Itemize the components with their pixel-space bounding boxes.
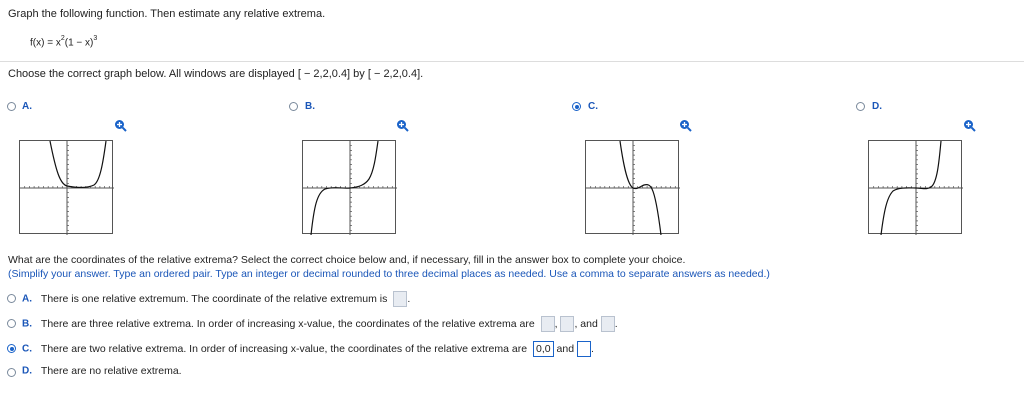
answer-c-radio[interactable] bbox=[7, 344, 16, 353]
answer-c-input-1[interactable]: 0,0 bbox=[533, 341, 554, 357]
answer-a-period: . bbox=[407, 293, 411, 305]
option-b-label: B. bbox=[305, 101, 315, 112]
answer-d-letter: D. bbox=[22, 365, 32, 377]
option-d-label: D. bbox=[872, 101, 882, 112]
option-c-radio[interactable] bbox=[572, 102, 581, 111]
answer-c-period: . bbox=[590, 343, 594, 355]
choose-graph-text: Choose the correct graph below. All windows are displayed [ − 2,2,0.4] by [ − 2,2,0.4]. bbox=[8, 68, 424, 80]
answer-b-letter: B. bbox=[22, 318, 32, 330]
answer-c-row bbox=[22, 341, 594, 357]
option-d-radio[interactable] bbox=[856, 102, 865, 111]
divider bbox=[0, 61, 1024, 62]
answer-a-row bbox=[22, 291, 410, 307]
answer-b-input-3[interactable] bbox=[601, 316, 615, 332]
answer-b-radio[interactable] bbox=[7, 319, 16, 328]
answer-format-note: (Simplify your answer. Type an ordered pair. Type an integer or decimal rounded to three decimal places as needed. Use a comma to separate answers as needed.) bbox=[8, 268, 770, 280]
graph-a[interactable] bbox=[19, 140, 113, 234]
zoom-in-icon[interactable] bbox=[396, 119, 409, 132]
graph-c[interactable] bbox=[585, 140, 679, 234]
answer-b-row bbox=[22, 316, 618, 332]
answer-d-radio[interactable] bbox=[7, 368, 16, 377]
answer-d-row bbox=[22, 365, 182, 377]
function-exponent-1: 2 bbox=[60, 35, 65, 42]
option-c-label: C. bbox=[588, 101, 598, 112]
answer-b-input-1[interactable] bbox=[541, 316, 555, 332]
zoom-in-icon[interactable] bbox=[114, 119, 127, 132]
function-exponent-2: 3 bbox=[93, 35, 98, 42]
zoom-in-icon[interactable] bbox=[679, 119, 692, 132]
answer-d-text: There are no relative extrema. bbox=[40, 365, 182, 378]
graph-b-plot bbox=[303, 141, 397, 235]
answer-b-separator: , bbox=[574, 318, 578, 330]
answer-c-letter: C. bbox=[22, 343, 32, 355]
answer-b-input-2[interactable] bbox=[560, 316, 574, 332]
function-lhs: f(x) = x bbox=[30, 37, 61, 49]
zoom-in-icon[interactable] bbox=[963, 119, 976, 132]
answer-a-input[interactable] bbox=[393, 291, 407, 307]
option-b-radio[interactable] bbox=[289, 102, 298, 111]
answer-b-separator: , bbox=[554, 318, 558, 330]
answer-a-letter: A. bbox=[22, 293, 32, 305]
option-a-label: A. bbox=[22, 101, 32, 112]
answer-c-text: There are two relative extrema. In order of increasing x-value, the coordinates of the relative extrema are bbox=[40, 343, 528, 355]
answer-c-and: and bbox=[556, 343, 575, 355]
extrema-question-text: What are the coordinates of the relative extrema? Select the correct choice below and, if necessary, fill in the answer box to complete your choice. bbox=[8, 254, 686, 266]
instruction-text: Graph the following function. Then estimate any relative extrema. bbox=[8, 8, 326, 20]
function-factor: (1 − x) bbox=[64, 37, 94, 49]
option-a-radio[interactable] bbox=[7, 102, 16, 111]
answer-a-radio[interactable] bbox=[7, 294, 16, 303]
function-expression bbox=[30, 36, 97, 48]
graph-b[interactable] bbox=[302, 140, 396, 234]
graph-c-plot bbox=[586, 141, 680, 235]
answer-a-text: There is one relative extremum. The coordinate of the relative extremum is bbox=[40, 293, 388, 305]
answer-b-text: There are three relative extrema. In order of increasing x-value, the coordinates of the relative extrema are bbox=[40, 318, 535, 330]
graph-d-plot bbox=[869, 141, 963, 235]
answer-b-period: . bbox=[614, 318, 618, 330]
answer-c-input-2[interactable] bbox=[577, 341, 591, 357]
graph-a-plot bbox=[20, 141, 114, 235]
graph-d[interactable] bbox=[868, 140, 962, 234]
answer-b-and: and bbox=[580, 318, 598, 330]
